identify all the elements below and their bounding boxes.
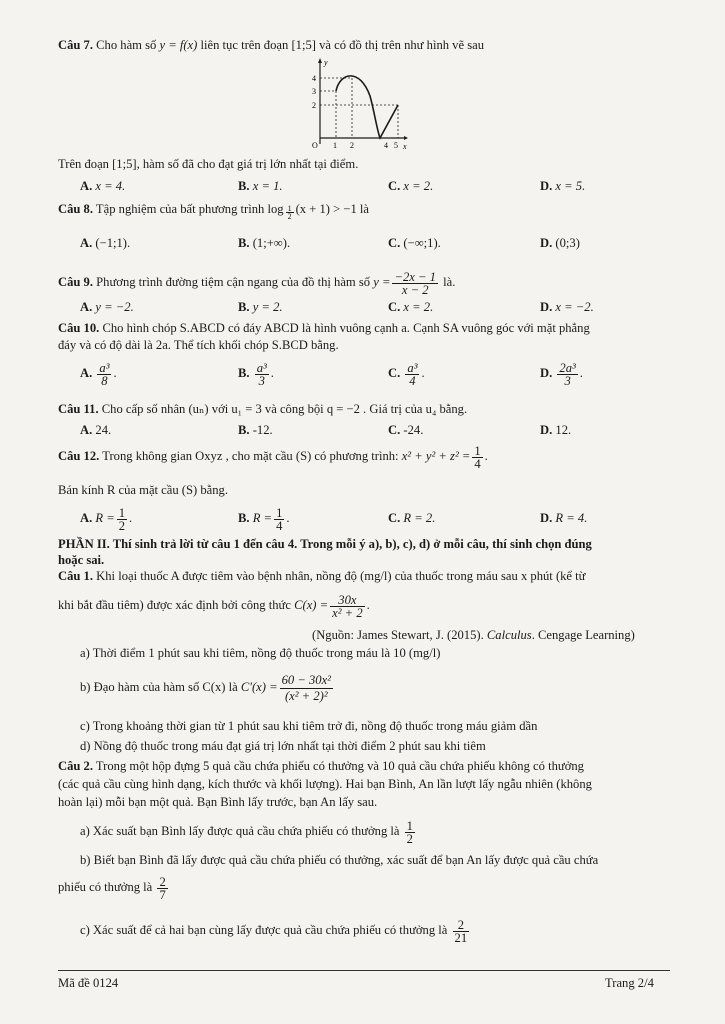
x-tick-label: 4 — [384, 141, 388, 150]
p2-c2-line2: (các quả cầu cùng hình dạng, kích thước và khối lượng). Hai bạn Bình, An lần lượt lấy ngẫu nhiên (không — [58, 777, 592, 791]
exam-code: Mã đề 0124 — [58, 976, 119, 990]
q11-option-d: D. 12. — [540, 423, 572, 437]
q11-option-a: A. 24. — [80, 423, 112, 437]
p2-c1-c: c) Trong khoảng thời gian từ 1 phút sau khi tiêm trở đi, nồng độ thuốc trong máu giảm dần — [80, 719, 538, 733]
origin-label: O — [312, 141, 318, 150]
function-curve — [336, 76, 398, 138]
q8-option-c: C. (−∞;1). — [388, 236, 441, 250]
q7-option-b: B. x = 1. — [238, 179, 283, 193]
p2-c1-line2: khi bắt đầu tiêm) được xác định bởi công thức C(x) = $\frac{30x}{\text{x² + 2}}$ . — [58, 592, 370, 620]
p2-c2-b: b) Biết bạn Bình đã lấy được quả cầu chứa phiếu có thưởng, xác suất để bạn An lấy được quả cầu chứa — [80, 853, 599, 867]
x-tick-label: 2 — [350, 141, 354, 150]
part2-heading: PHẦN II. Thí sinh trả lời từ câu 1 đến câu 4. Trong mỗi ý a), b), c), d) ở mỗi câu, thí sinh chọn đúng — [58, 537, 592, 551]
y-axis-label: y — [324, 58, 328, 67]
q9-option-c: C. x = 2. — [388, 300, 434, 314]
q12-question: Bán kính R của mặt cầu (S) bằng. — [58, 483, 228, 497]
q8-option-a: A. (−1;1). — [80, 236, 131, 250]
y-tick-label: 4 — [312, 74, 316, 83]
p2-c2-line1: Câu 2. Trong một hộp đựng 5 quả cầu chứa phiếu có thưởng và 10 quả cầu chứa phiếu không có thưởng — [58, 759, 584, 773]
y-tick-label: 3 — [312, 87, 316, 96]
q12-option-a: A. R = $\frac{1}{2}$ . — [80, 505, 133, 533]
q8-option-b: B. (1;+∞). — [238, 236, 291, 250]
q9-stem: Câu 9. Phương trình đường tiệm cận ngang của đồ thị hàm số y = $\frac{-2x - 1}{x - 2}$ là. — [58, 269, 456, 297]
q7-graph — [300, 56, 410, 152]
q7-stem: Câu 7. Cho hàm số y = f(x) liên tục trên đoạn [1;5] và có đồ thị trên như hình vẽ sau — [58, 38, 485, 52]
q12-option-d: D. R = 4. — [540, 511, 588, 525]
q11-option-c: C. -24. — [388, 423, 424, 437]
y-tick-label: 2 — [312, 101, 316, 110]
q10-option-a: A. $\frac{\text{a³}}{8}$ . — [80, 360, 117, 388]
p2-c2-a: a) Xác suất bạn Bình lấy được quả cầu chứa phiếu có thưởng là $\frac{1}{2}$ — [80, 818, 413, 846]
p2-c2-c: c) Xác suất để cả hai bạn cùng lấy được quả cầu chứa phiếu có thưởng là $\frac{2}{21}$ — [80, 917, 468, 945]
q10-line1: Câu 10. Cho hình chóp S.ABCD có đáy ABCD là hình vuông cạnh a. Cạnh SA vuông góc với mặt phẳng — [58, 321, 590, 335]
q9-option-b: B. y = 2. — [238, 300, 283, 314]
p2-c2-line3: hoàn lại) mỗi bạn một quả. Bạn Bình lấy trước, bạn An lấy sau. — [58, 795, 378, 809]
q10-option-c: C. $\frac{\text{a³}}{4}$ . — [388, 360, 425, 388]
p2-c1-b: b) Đạo hàm của hàm số C(x) là C'(x) = $\frac{\text{60 − 30x²}}{\text{(x² + 2)²}}$ — [80, 672, 331, 703]
q9-option-a: A. y = −2. — [80, 300, 134, 314]
q11-option-b: B. -12. — [238, 423, 273, 437]
q7-option-d: D. x = 5. — [540, 179, 586, 193]
q12-option-c: C. R = 2. — [388, 511, 436, 525]
x-arrow-icon — [404, 136, 408, 140]
q10-option-d: D. $\frac{\text{2a³}}{3}$ . — [540, 360, 583, 388]
x-tick-label: 5 — [394, 141, 398, 150]
q9-option-d: D. x = −2. — [540, 300, 594, 314]
dashed-guides — [320, 78, 398, 138]
q10-option-b: B. $\frac{\text{a³}}{3}$ . — [238, 360, 274, 388]
x-axis-label: x — [403, 142, 407, 151]
q12-option-b: B. R = $\frac{1}{4}$ . — [238, 505, 290, 533]
q12-stem: Câu 12. Trong không gian Oxyz , cho mặt cầu (S) có phương trình: x² + y² + z² = $\frac{1}{4}$ . — [58, 443, 488, 471]
footer-divider — [58, 970, 670, 971]
y-arrow-icon — [318, 58, 322, 63]
p2-c2-b-cont: phiếu có thưởng là $\frac{2}{7}$ — [58, 874, 166, 902]
q8-option-d: D. (0;3) — [540, 236, 580, 250]
q7-question: Trên đoạn [1;5], hàm số đã cho đạt giá trị lớn nhất tại điểm. — [58, 157, 359, 171]
p2-c1-source: (Nguồn: James Stewart, J. (2015). Calculus. Cengage Learning) — [312, 628, 635, 642]
p2-c1-a: a) Thời điểm 1 phút sau khi tiêm, nồng độ thuốc trong máu là 10 (mg/l) — [80, 646, 441, 660]
x-tick-label: 1 — [333, 141, 337, 150]
p2-c1-d: d) Nồng độ thuốc trong máu đạt giá trị lớn nhất tại thời điểm 2 phút sau khi tiêm — [80, 739, 486, 753]
part2-heading-cont: hoặc sai. — [58, 553, 105, 567]
q7-option-c: C. x = 2. — [388, 179, 434, 193]
p2-c1-line1: Câu 1. Khi loại thuốc A được tiêm vào bệnh nhân, nồng độ (mg/l) của thuốc trong máu sau x phút (kể từ — [58, 569, 586, 583]
q7-option-a: A. x = 4. — [80, 179, 126, 193]
page-number: Trang 2/4 — [605, 976, 654, 990]
q8-stem: Câu 8. Tập nghiệm của bất phương trình log $\frac{1}{2}$ (x + 1) > −1 là — [58, 202, 370, 221]
q11-stem: Câu 11. Cho cấp số nhân (uₙ) với u₁ = 3 và công bội q = −2 . Giá trị của u₄ bằng. — [58, 402, 468, 416]
q7-number: Câu 7. — [58, 38, 93, 52]
q10-line2: đáy và có độ dài là 2a. Thể tích khối chóp S.BCD bằng. — [58, 338, 339, 352]
